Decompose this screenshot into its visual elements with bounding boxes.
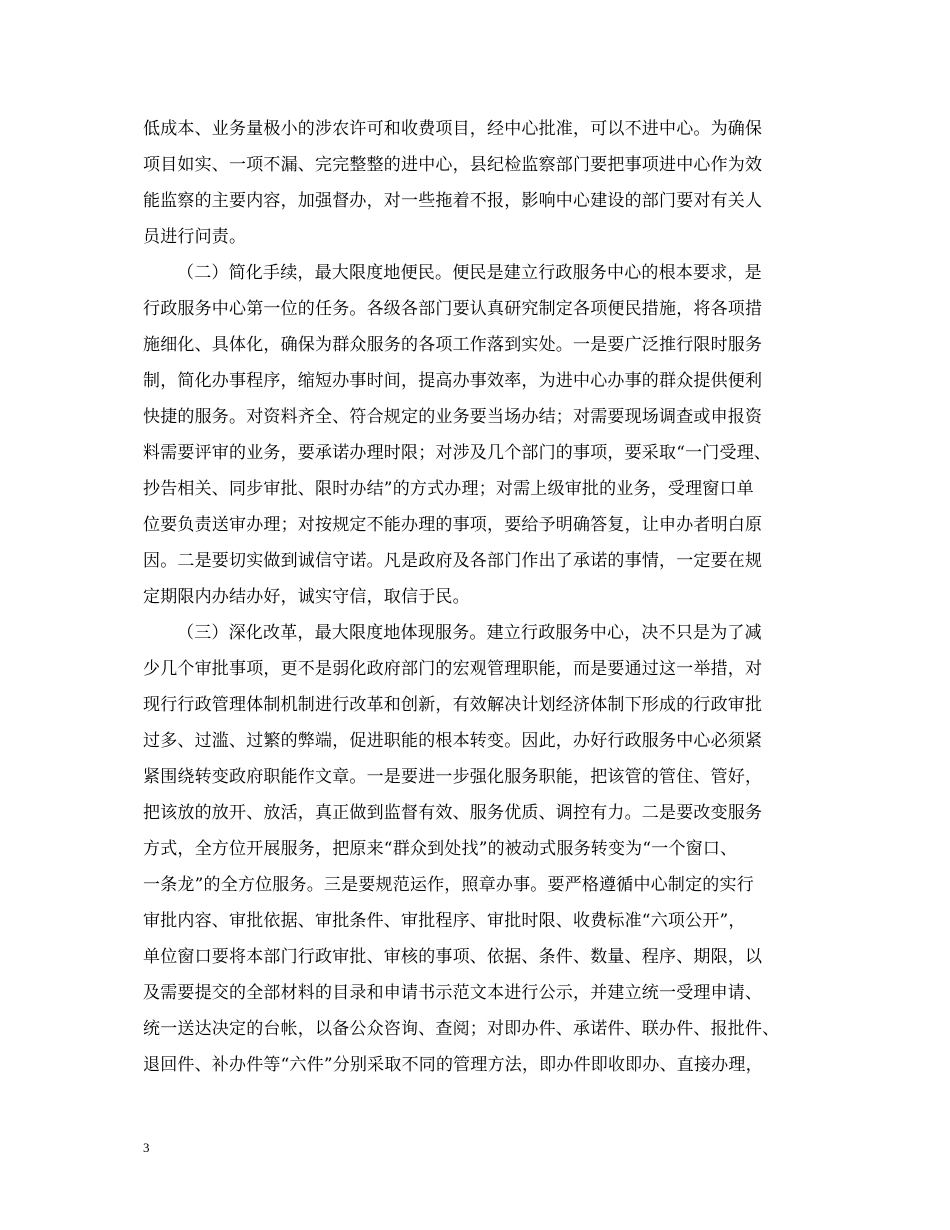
text-line: 一条龙”的全方位服务。三是要规范运作，照章办事。要严格遵循中心制定的实行 bbox=[143, 875, 754, 895]
paragraph-start-line: （三）深化改革，最大限度地体现服务。建立行政服务中心，决不只是为了减 bbox=[177, 623, 762, 643]
text-line: 抄告相关、同步审批、限时办结”的方式办理；对需上级审批的业务，受理窗口单 bbox=[143, 479, 754, 499]
paragraph-start-line: （二）简化手续，最大限度地便民。便民是建立行政服务中心的根本要求，是 bbox=[177, 263, 762, 283]
text-line: 项目如实、一项不漏、完完整整的进中心，县纪检监察部门要把事项进中心作为效 bbox=[143, 155, 763, 175]
page-number: 3 bbox=[143, 1140, 150, 1155]
text-line: 方式，全方位开展服务，把原来“群众到处找”的被动式服务转变为“一个窗口、 bbox=[143, 839, 738, 859]
text-line: 施细化、具体化，确保为群众服务的各项工作落到实处。一是要广泛推行限时服务 bbox=[143, 335, 763, 355]
text-line: 把该放的放开、放活，真正做到监督有效、服务优质、调控有力。二是要改变服务 bbox=[143, 803, 763, 823]
text-line: 员进行问责。 bbox=[143, 227, 247, 247]
text-line: 及需要提交的全部材料的目录和申请书示范文本进行公示，并建立统一受理申请、 bbox=[143, 983, 763, 1003]
text-line: 制，简化办事程序，缩短办事时间，提高办事效率，为进中心办事的群众提供便利 bbox=[143, 371, 763, 391]
text-line: 统一送达决定的台帐，以备公众咨询、查阅；对即办件、承诺件、联办件、报批件、 bbox=[143, 1019, 780, 1039]
text-line: 位要负责送审办理；对按规定不能办理的事项，要给予明确答复，让申办者明白原 bbox=[143, 515, 763, 535]
text-line: 现行行政管理体制机制进行改革和创新，有效解决计划经济体制下形成的行政审批 bbox=[143, 695, 763, 715]
text-line: 行政服务中心第一位的任务。各级各部门要认真研究制定各项便民措施，将各项措 bbox=[143, 299, 763, 319]
text-line: 审批内容、审批依据、审批条件、审批程序、审批时限、收费标准“六项公开”， bbox=[143, 911, 746, 931]
text-line: 紧围绕转变政府职能作文章。一是要进一步强化服务职能，把该管的管住、管好， bbox=[143, 767, 763, 787]
text-line: 过多、过滥、过繁的弊端，促进职能的根本转变。因此，办好行政服务中心必须紧 bbox=[143, 731, 763, 751]
text-line: 快捷的服务。对资料齐全、符合规定的业务要当场办结；对需要现场调查或申报资 bbox=[143, 407, 763, 427]
text-line: 少几个审批事项，更不是弱化政府部门的宏观管理职能，而是要通过这一举措，对 bbox=[143, 659, 763, 679]
text-line: 低成本、业务量极小的涉农许可和收费项目，经中心批准，可以不进中心。为确保 bbox=[143, 119, 763, 139]
text-line: 因。二是要切实做到诚信守诺。凡是政府及各部门作出了承诺的事情，一定要在规 bbox=[143, 551, 763, 571]
text-line: 定期限内办结办好，诚实守信，取信于民。 bbox=[143, 587, 470, 607]
text-line: 能监察的主要内容，加强督办，对一些拖着不报，影响中心建设的部门要对有关人 bbox=[143, 191, 763, 211]
text-line: 退回件、补办件等“六件”分别采取不同的管理方法，即办件即收即办、直接办理， bbox=[143, 1055, 763, 1075]
text-line: 料需要评审的业务，要承诺办理时限；对涉及几个部门的事项，要采取“一门受理、 bbox=[143, 443, 772, 463]
text-line: 单位窗口要将本部门行政审批、审核的事项、依据、条件、数量、程序、期限，以 bbox=[143, 947, 763, 967]
